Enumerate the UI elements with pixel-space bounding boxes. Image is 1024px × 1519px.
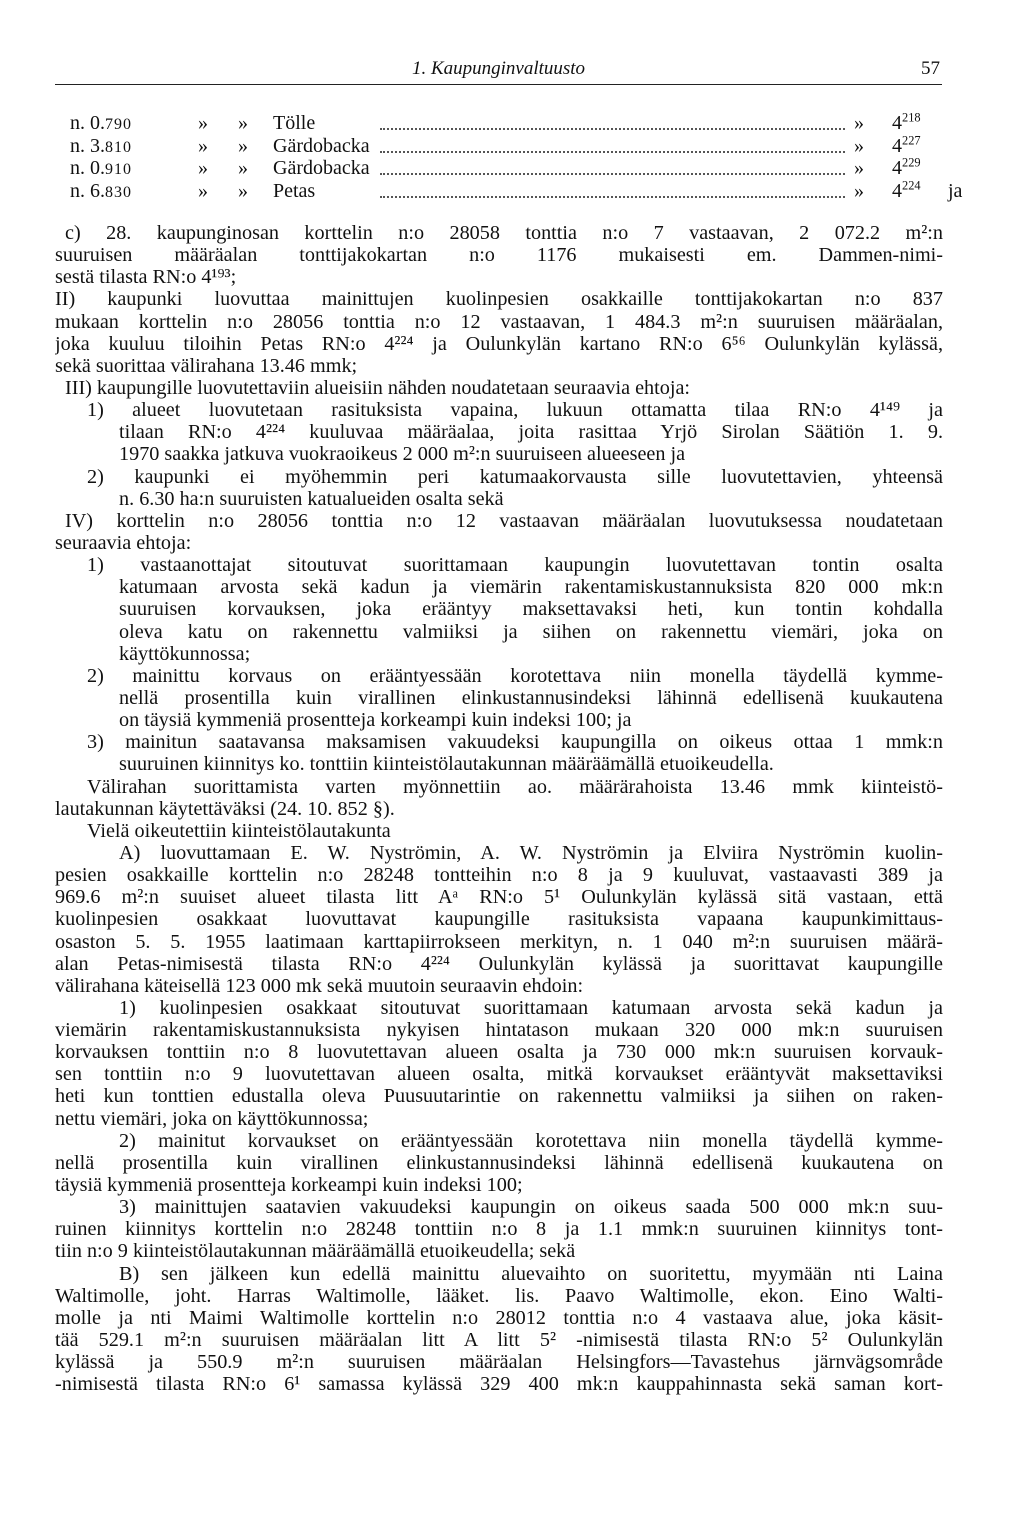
ditto-mark: » » xyxy=(198,179,248,202)
text-line: 2) kaupunki ei myöhemmin peri katumaakorvausta sille luovutettavien, yhteensä xyxy=(87,465,943,488)
text-line: A) luovuttamaan E. W. Nyströmin, A. W. Nyströmin ja Elviira Nyströmin kuolin- xyxy=(119,841,943,864)
text-line: 969.6 m²:n suuiset alueet tilasta litt Aᵃ RN:o 5¹ Oulunkylän kylässä sitä vastaan, että xyxy=(55,886,943,909)
text-line: viemärin rakentamiskustannuksista nykyisen hintatason mukaan 320 000 mk:n suuruisen xyxy=(55,1019,943,1042)
parcel-number-prefix: n. 3. xyxy=(70,134,105,157)
text-line: Vielä oikeutettiin kiinteistölautakunta xyxy=(87,819,391,842)
ledger-row xyxy=(70,178,963,203)
text-line: ruinen kiinnitys korttelin n:o 28248 tonttiin n:o 8 ja 1.1 mmk:n suuruinen kiinnitys tont- xyxy=(55,1218,943,1241)
text-line: korvauksen tonttiin n:o 8 luovutettavan alueen osalta ja 730 000 mk:n suuruisen korvauk- xyxy=(55,1041,943,1064)
register-sup: 224 xyxy=(902,178,921,193)
text-line: oleva katu on rakennettu valmiiksi ja siihen on rakennettu viemäri, joka on xyxy=(119,620,943,643)
text-line: lautakunnan käytettäväksi (24. 10. 852 §). xyxy=(55,797,395,820)
text-line: suuruisen määräalan tonttijakokartan n:o 1176 mukaisesti em. Dammen-nimi- xyxy=(55,244,943,267)
text-line: on täysiä kymmeniä prosentteja korkeampi kuin indeksi 100; ja xyxy=(119,709,632,732)
register-base: 4 xyxy=(892,112,902,134)
text-line: B) sen jälkeen kun edellä mainittu aluevaihto on suoritettu, myymään nti Laina xyxy=(119,1262,943,1285)
text-line: käyttökunnossa; xyxy=(119,642,251,665)
text-line: pesien osakkaille korttelin n:o 28248 tontteihin n:o 8 ja 9 kuuluvat, vastaavasti 389 ja xyxy=(55,864,943,887)
text-line: 2) mainitut korvaukset on erääntyessään korotettava niin monella täydellä kymme- xyxy=(119,1129,943,1152)
register-sup: 218 xyxy=(902,110,921,125)
trailing-word: ja xyxy=(948,179,963,202)
page-number: 57 xyxy=(921,58,940,79)
text-line: suuruisen korvauksen, joka erääntyy maksettavaksi heti, kun tontin kohdalla xyxy=(119,598,943,621)
ditto-mark: » » xyxy=(198,112,248,134)
text-line: sen tonttiin n:o 9 luovutettavan alueen osalta, mitkä korvaukset erääntyvät maksettaviksi xyxy=(55,1063,943,1086)
text-line: 1) vastaanottajat sitoutuvat suorittamaan kaupungin luovutettavan tontin osalta xyxy=(87,554,943,577)
text-line: c) 28. kaupunginosan korttelin n:o 28058 tonttia n:o 7 vastaavan, 2 072.2 m²:n xyxy=(65,222,943,244)
ditto-mark: » xyxy=(854,112,864,134)
text-line: 1) kuolinpesien osakkaat sitoutuvat suorittamaan katumaan arvosta sekä kadun ja xyxy=(119,996,943,1019)
text-line: tiin n:o 9 kiinteistölautakunnan määräämällä etuoikeudella; sekä xyxy=(55,1240,576,1263)
ditto-mark: » » xyxy=(198,134,248,157)
text-line: Waltimolle, joht. Harras Waltimolle, lääket. lis. Paavo Waltimolle, ekon. Eino Walti- xyxy=(55,1284,943,1307)
parcel-number xyxy=(70,180,132,205)
parcel-number-decimal: 910 xyxy=(105,161,132,178)
register-number xyxy=(892,157,921,180)
register-number xyxy=(892,180,921,203)
text-line: 3) mainitun saatavansa maksamisen vakuudeksi kaupungilla on oikeus ottaa 1 mmk:n xyxy=(87,731,943,754)
dot-leader xyxy=(380,151,845,153)
text-line: 3) mainittujen saatavien vakuudeksi kaupungin on oikeus saada 500 000 mk:n suu- xyxy=(119,1196,943,1219)
parcel-number-decimal: 790 xyxy=(105,116,132,133)
text-line: suuruinen kiinnitys ko. tonttiin kiinteistölautakunnan määräämällä etuoikeudella. xyxy=(119,753,774,776)
dot-leader xyxy=(380,173,845,175)
ditto-mark: » xyxy=(854,179,864,202)
place-name: Gärdobacka xyxy=(273,134,370,157)
text-line: tää 529.1 m²:n suuruisen määräalan litt A litt 5² -nimisestä tilasta RN:o 5² Oulunkylän xyxy=(55,1329,943,1352)
ledger-row xyxy=(70,135,960,158)
text-line: katumaan arvosta sekä kadun ja viemärin rakentamiskustannuksista 820 000 mk:n xyxy=(119,576,943,599)
text-line: kylässä ja 550.9 m²:n suuruisen määräalan Helsingfors—Tavastehus järnvägsområde xyxy=(55,1351,943,1374)
parcel-number-decimal: 810 xyxy=(105,138,132,156)
parcel-number xyxy=(70,157,132,182)
register-number xyxy=(892,112,921,135)
register-base: 4 xyxy=(892,179,902,202)
document-body xyxy=(55,222,943,1395)
text-line: nellä prosentilla kuin virallinen elinkustannusindeksi lähinnä edellisenä kuukautena xyxy=(119,686,943,709)
register-sup: 227 xyxy=(902,133,921,148)
parcel-number-decimal: 830 xyxy=(105,183,132,201)
register-sup: 229 xyxy=(902,155,921,170)
ditto-mark: » xyxy=(854,134,864,157)
place-name: Petas xyxy=(273,179,316,202)
register-base: 4 xyxy=(892,134,902,157)
text-line: Välirahan suorittamista varten myönnettiin ao. määrärahoista 13.46 mmk kiinteistö- xyxy=(87,775,943,798)
text-line: n. 6.30 ha:n suuruisten katualueiden osalta sekä xyxy=(119,487,504,510)
text-line: seuraavia ehtoja: xyxy=(55,531,192,554)
text-line: molle ja nti Maimi Waltimolle korttelin n:o 28012 tonttia n:o 4 vastaava alue, joka käsit- xyxy=(55,1306,943,1329)
dot-leader xyxy=(380,128,845,130)
parcel-number xyxy=(70,112,132,137)
text-line: mukaan korttelin n:o 28056 tonttia n:o 12 vastaavan, 1 484.3 m²:n suuruisen määräalan, xyxy=(55,310,943,333)
text-line: sestä tilasta RN:o 4¹⁹³; xyxy=(55,266,237,289)
parcel-number-prefix: n. 0. xyxy=(70,157,105,179)
dot-leader xyxy=(380,196,845,198)
text-line: III) kaupungille luovutettaviin alueisiin nähden noudatetaan seuraavia ehtoja: xyxy=(65,376,691,399)
text-line: alan Petas-nimisestä tilasta RN:o 4²²⁴ Oulunkylän kylässä ja suorittavat kaupungille xyxy=(55,952,943,975)
text-line: 1) alueet luovutetaan rasituksista vapaina, lukuun ottamatta tilaa RN:o 4¹⁴⁹ ja xyxy=(87,399,943,422)
text-line: II) kaupunki luovuttaa mainittujen kuolinpesien osakkaille tonttijakokartan n:o 837 xyxy=(55,288,943,311)
text-line: 1970 saakka jatkuva vuokraoikeus 2 000 m²:n suuruiseen alueeseen ja xyxy=(119,443,686,466)
text-line: välirahana käteisellä 123 000 mk sekä muutoin seuraavin ehdoin: xyxy=(55,974,584,997)
register-number xyxy=(892,135,921,158)
property-ledger xyxy=(70,110,963,202)
text-line: -nimisestä tilasta RN:o 6¹ samassa kylässä 329 400 mk:n kauppahinnasta sekä saman kort- xyxy=(55,1373,943,1396)
parcel-number xyxy=(70,135,132,160)
text-line: tilaan RN:o 4²²⁴ kuuluvaa määräalaa, joita rasittaa Yrjö Sirolan Säätiön 1. 9. xyxy=(119,421,943,444)
register-base: 4 xyxy=(892,157,902,179)
text-line: osaston 5. 5. 1955 laatimaan karttapiirrokseen merkityn, n. 1 040 m²:n suuruisen määrä- xyxy=(55,930,943,953)
text-line: kuolinpesien osakkaat luovuttavat kaupungille rasituksista vapaana kaupunkimittaus- xyxy=(55,908,943,931)
ditto-mark: » xyxy=(854,157,864,179)
running-title: 1. Kaupunginvaltuusto xyxy=(411,58,586,79)
running-header xyxy=(55,58,942,85)
text-line: 2) mainittu korvaus on erääntyessään korotettava niin monella täydellä kymme- xyxy=(87,664,943,687)
text-line: sekä suorittaa välirahana 13.46 mmk; xyxy=(55,354,358,377)
parcel-number-prefix: n. 6. xyxy=(70,179,105,202)
place-name: Gärdobacka xyxy=(273,157,370,179)
parcel-number-prefix: n. 0. xyxy=(70,112,105,134)
ditto-mark: » » xyxy=(198,157,248,179)
text-line: nellä prosentilla kuin virallinen elinkustannusindeksi lähinnä edellisenä kuukautena on xyxy=(55,1151,943,1174)
text-line: nettu viemäri, joka on käyttökunnossa; xyxy=(55,1107,369,1130)
place-name: Tölle xyxy=(273,112,316,134)
ledger-row xyxy=(70,157,960,180)
text-line: joka kuuluu tiloihin Petas RN:o 4²²⁴ ja Oulunkylän kartano RN:o 6⁵⁶ Oulunkylän kylässä, xyxy=(55,332,943,355)
ledger-row xyxy=(70,112,960,135)
text-line: täysiä kymmeniä prosentteja korkeampi kuin indeksi 100; xyxy=(55,1174,523,1197)
text-line: IV) korttelin n:o 28056 tonttia n:o 12 vastaavan määräalan luovutuksessa noudatetaan xyxy=(65,509,943,532)
text-line: heti kun tonttien edustalla oleva Puusuutarintie on rakennettu valmiiksi ja siihen on raken- xyxy=(55,1085,943,1108)
